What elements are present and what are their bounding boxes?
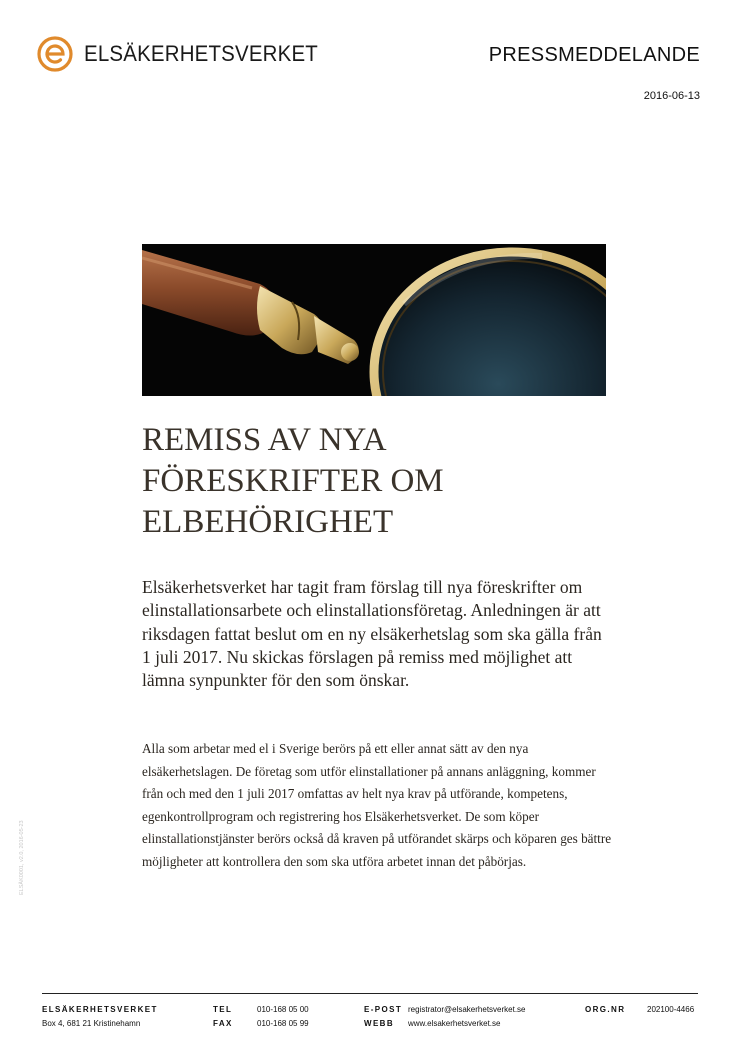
footer-email-link[interactable]: registrator@elsakerhetsverket.se (408, 1005, 526, 1014)
footer-website-link[interactable]: www.elsakerhetsverket.se (408, 1019, 501, 1028)
organization-logo (36, 35, 336, 73)
footer-divider (42, 993, 698, 994)
footer-address: Box 4, 681 21 Kristinehamn (42, 1019, 141, 1028)
footer (42, 1003, 698, 1033)
footer-fax-label: FAX (213, 1019, 233, 1028)
footer-tel-value: 010-168 05 00 (257, 1005, 309, 1014)
headline-line: FÖRESKRIFTER OM (142, 463, 444, 499)
footer-tel-label: TEL (213, 1005, 233, 1014)
document-date: 2016-06-13 (643, 90, 700, 102)
footer-fax-value: 010-168 05 99 (257, 1019, 309, 1028)
elsakerhetsverket-logo-icon (36, 35, 74, 73)
footer-epost-label: E-POST (364, 1005, 403, 1014)
headline (142, 420, 612, 543)
footer-orgnr-value: 202100-4466 (647, 1005, 695, 1014)
footer-org-name: ELSÄKERHETSVERKET (42, 1005, 158, 1014)
footer-webb-label: WEBB (364, 1019, 395, 1028)
footer-orgnr-label: ORG.NR (585, 1005, 626, 1014)
document-type: PRESSMEDDELANDE (488, 44, 700, 66)
organization-name: ELSÄKERHETSVERKET (84, 41, 318, 66)
document-code: ELSÄK0001, v2.0, 2016-05-23 (19, 820, 25, 895)
magnifying-glass-photo (142, 244, 606, 396)
headline-line: ELBEHÖRIGHET (142, 504, 394, 540)
lead-paragraph: Elsäkerhetsverket har tagit fram förslag till nya föreskrifter om elinstallationsarbete och elinstallationsföretag. Anledningen är att riksdagen fattat beslut om en ny elsäkerhetslag som ska gälla från 1 juli 2017. Nu skickas förslagen på remiss med möjlighet att lämna synpunkter för den som önskar. (142, 577, 602, 691)
body-paragraph: Alla som arbetar med el i Sverige berörs på ett eller annat sätt av den nya elsäkerhetslagen. De företag som utför elinstallationer på annans anläggning, kommer från och med den 1 juli 2017 omfattas av helt nya krav på utförande, kompetens, egenkontrollprogram och registrering hos Elsäkerhetsverket. De som köper elinstallationstjänster berörs också då kraven på utförandet skärps och köparen ges bättre möjligheter att kontrollera den som ska utföra arbetet innan det påbörjas. (142, 741, 612, 869)
headline-line: REMISS AV NYA (142, 422, 387, 458)
